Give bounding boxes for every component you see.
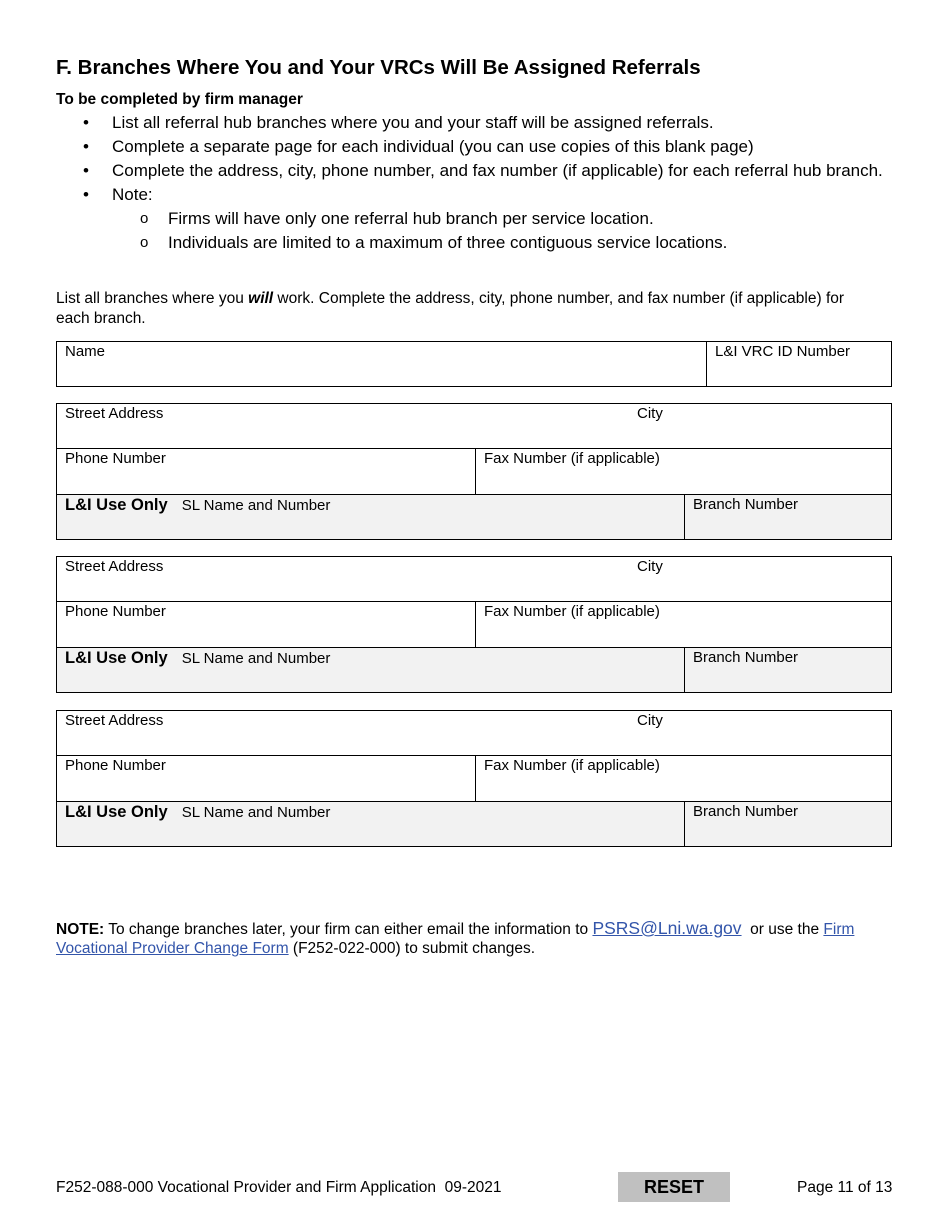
bullet-icon: • [83, 137, 89, 156]
vrc-id-field[interactable]: L&I VRC ID Number [715, 343, 851, 360]
change-note: NOTE: To change branches later, your firm can either email the information to PSRS@Lni.wa.gov or use the Firm Vocational Provider Change Form (F252-022-000) to submit changes. [56, 918, 855, 957]
phone-number-field[interactable]: Phone Number [57, 756, 476, 802]
sl-name-field[interactable]: L&I Use Only SL Name and Number [57, 648, 685, 692]
street-address-field[interactable]: Street Address City [57, 404, 891, 449]
street-address-field[interactable]: Street Address City [57, 711, 891, 756]
name-box [56, 341, 892, 387]
list-item: • Complete the address, city, phone number, and fax number (if applicable) for each referral hub branch. [56, 159, 896, 183]
list-item: • List all referral hub branches where you and your staff will be assigned referrals. [56, 111, 896, 135]
city-label: City [637, 558, 663, 575]
list-item: • Note: [56, 183, 896, 207]
phone-number-field[interactable]: Phone Number [57, 449, 476, 495]
fax-number-field[interactable]: Fax Number (if applicable) [476, 602, 891, 648]
branch-box-3 [56, 710, 892, 847]
intro-text: List all branches where you will work. Complete the address, city, phone number, and fax number (if applicable) for each branch. [56, 290, 845, 327]
branch-number-field[interactable]: Branch Number [685, 802, 891, 846]
note-label: NOTE: [56, 921, 105, 938]
reset-button[interactable]: RESET [618, 1172, 730, 1202]
email-link[interactable]: PSRS@Lni.wa.gov [592, 918, 742, 938]
branch-number-field[interactable]: Branch Number [685, 495, 891, 539]
list-item: • Complete a separate page for each individual (you can use copies of this blank page) [56, 135, 896, 159]
sl-name-field[interactable]: L&I Use Only SL Name and Number [57, 495, 685, 539]
sub-list-item: o Firms will have only one referral hub branch per service location. [56, 207, 896, 231]
circle-bullet-icon: o [140, 210, 149, 227]
instruction-list [56, 111, 896, 255]
city-label: City [637, 712, 663, 729]
section-subtitle: To be completed by firm manager [56, 91, 303, 108]
bullet-icon: • [83, 113, 89, 132]
street-address-field[interactable]: Street Address City [57, 557, 891, 602]
section-title: F. Branches Where You and Your VRCs Will Be Assigned Referrals [56, 56, 701, 79]
change-form-link[interactable]: Firm Vocational Provider Change Form [56, 921, 855, 957]
name-field[interactable]: Name [57, 342, 707, 386]
sl-name-field[interactable]: L&I Use Only SL Name and Number [57, 802, 685, 846]
circle-bullet-icon: o [140, 234, 149, 251]
branch-number-field[interactable]: Branch Number [685, 648, 891, 692]
bullet-icon: • [83, 185, 89, 204]
fax-number-field[interactable]: Fax Number (if applicable) [476, 449, 891, 495]
page-number: Page 11 of 13 [797, 1179, 893, 1196]
fax-number-field[interactable]: Fax Number (if applicable) [476, 756, 891, 802]
bullet-icon: • [83, 161, 89, 180]
branch-box-2 [56, 556, 892, 693]
phone-number-field[interactable]: Phone Number [57, 602, 476, 648]
city-label: City [637, 405, 663, 422]
sub-list-item: o Individuals are limited to a maximum of three contiguous service locations. [56, 231, 896, 255]
intro-emphasis: will [248, 290, 274, 307]
form-identifier: F252-088-000 Vocational Provider and Firm Application 09-2021 [56, 1179, 502, 1196]
branch-box-1 [56, 403, 892, 540]
